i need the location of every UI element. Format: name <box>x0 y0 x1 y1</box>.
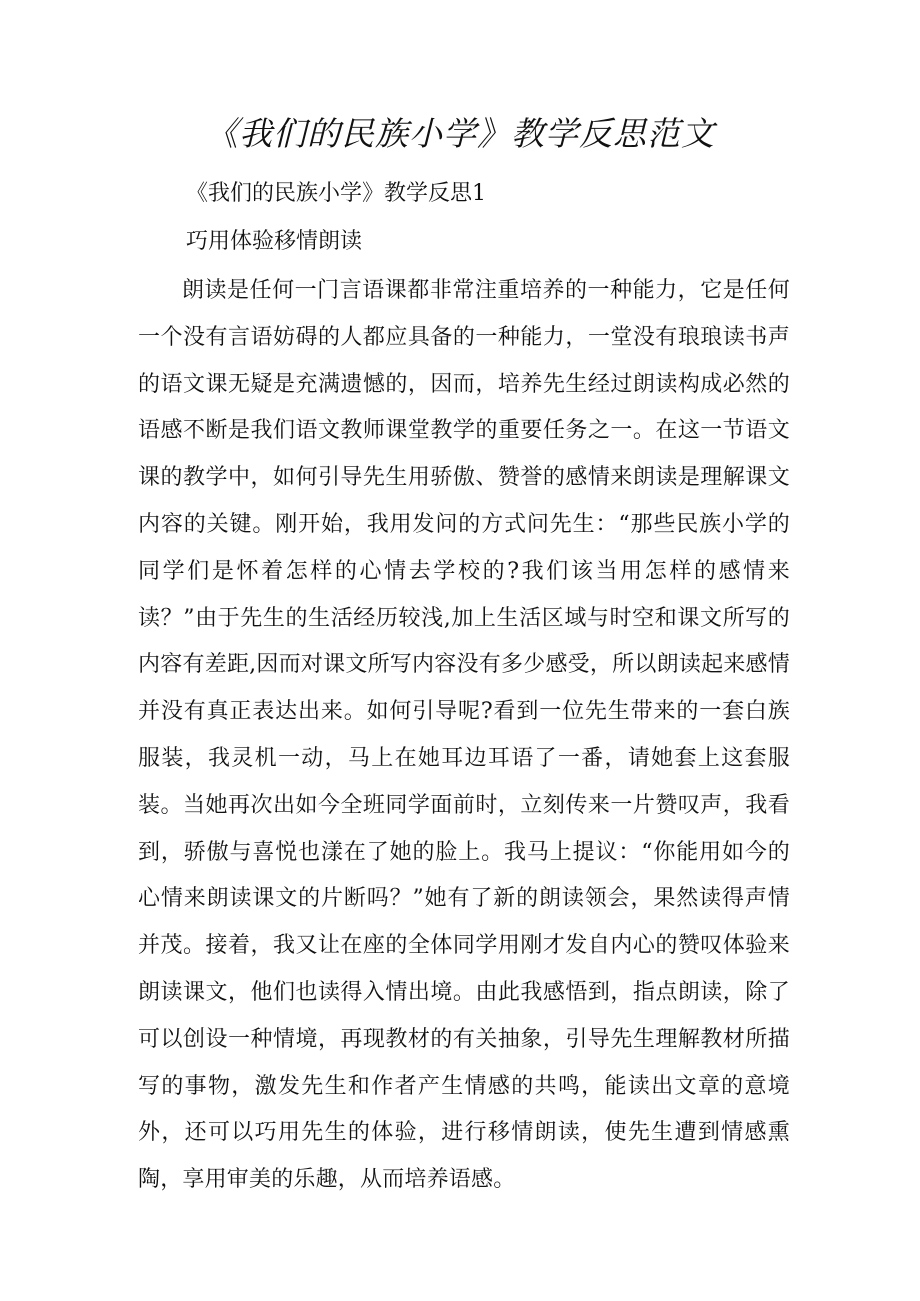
document-title: 《我们的民族小学》教学反思范文 <box>205 114 715 153</box>
sub-heading: 巧用体验移情朗读 <box>186 229 363 254</box>
section-heading: 《我们的民族小学》教学反思1 <box>186 181 486 206</box>
body-paragraph: 朗读是任何一门言语课都非常注重培养的一种能力，它是任何一个没有言语妨碍的人都应具备的一种能力，一堂没有琅琅读书声的语文课无疑是充满遗憾的，因而，培养先生经过朗读构成必然的语感不断是我们语文教师课堂教学的重要任务之一。在这一节语文课的教学中，如何引导先生用骄傲、赞誉的感情来朗读是理解课文内容的关键。刚开始，我用发问的方式问先生：“那些民族小学的同学们是怀着怎样的心情去学校的?我们该当用怎样的感情来读？”由于先生的生活经历较浅,加上生活区域与时空和课文所写的内容有差距,因而对课文所写内容没有多少感受，所以朗读起来感情并没有真正表达出来。如何引导呢?看到一位先生带来的一套白族服装，我灵机一动，马上在她耳边耳语了一番，请她套上这套服装。当她再次出如今全班同学面前时，立刻传来一片赞叹声，我看到，骄傲与喜悦也漾在了她的脸上。我马上提议：“你能用如今的心情来朗读课文的片断吗？”她有了新的朗读领会，果然读得声情并茂。接着，我又让在座的全体同学用刚才发自内心的赞叹体验来朗读课文，他们也读得入情出境。由此我感悟到，指点朗读，除了可以创设一种情境，再现教材的有关抽象，引导先生理解教材所描写的事物，激发先生和作者产生情感的共鸣，能读出文章的意境外，还可以巧用先生的体验，进行移情朗读，使先生遭到情感熏陶，享用审美的乐趣，从而培养语感。 <box>138 278 790 1193</box>
